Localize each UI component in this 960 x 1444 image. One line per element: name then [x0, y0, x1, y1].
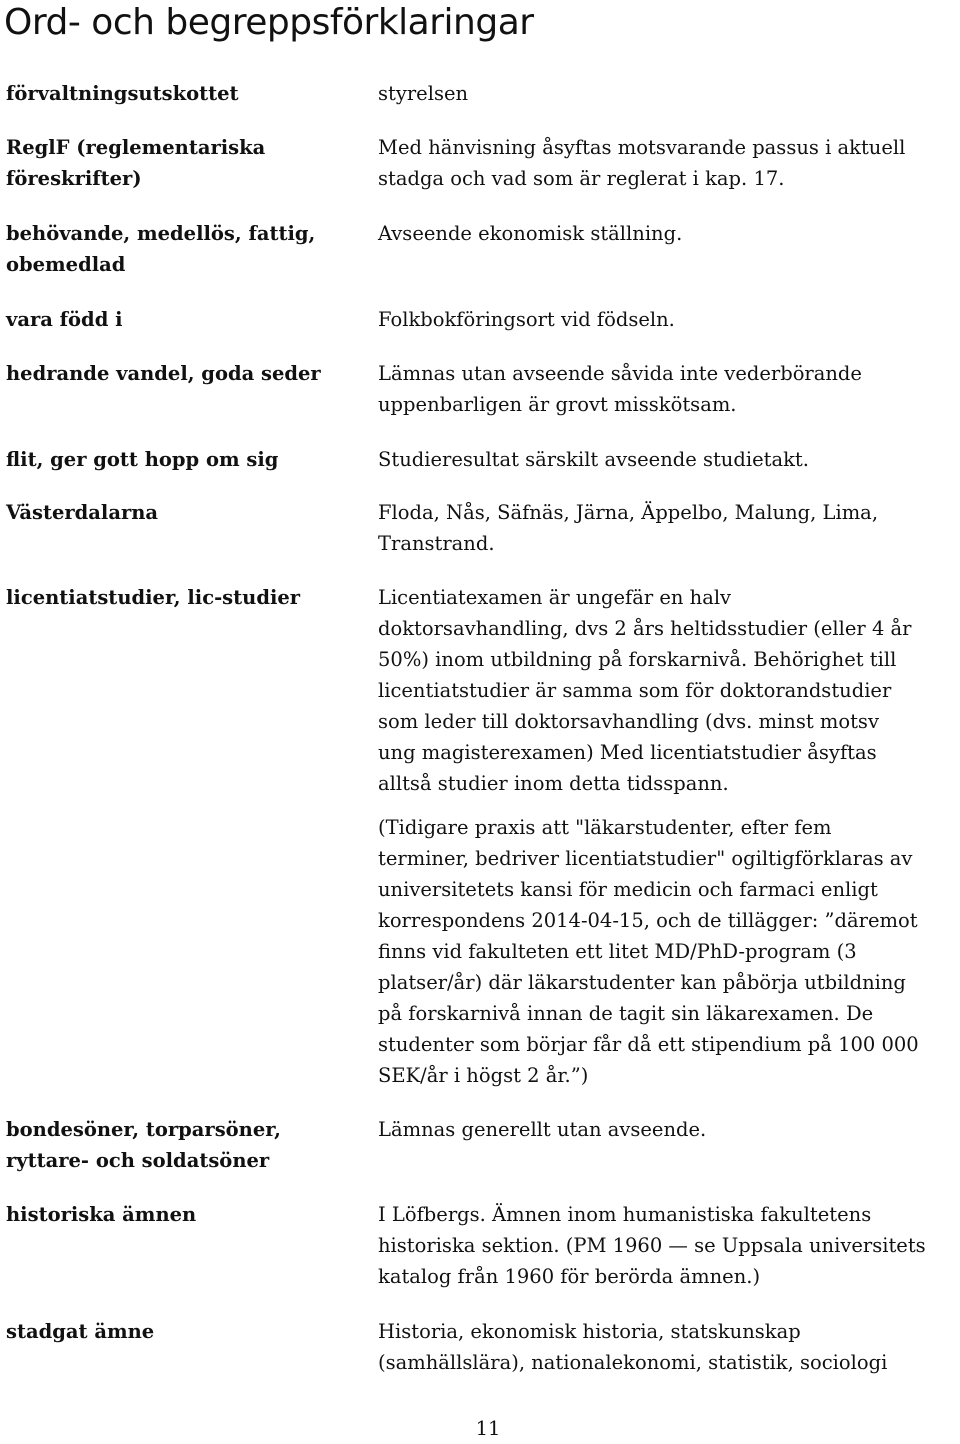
definition-line: uppenbarligen är grovt misskötsam. — [378, 393, 737, 416]
term-line: licentiatstudier, lic-studier — [6, 586, 301, 609]
term-line: behövande, medellös, fattig, — [6, 222, 316, 245]
term-line: ryttare- och soldatsöner — [6, 1149, 270, 1172]
term-line: ReglF (reglementariska — [6, 136, 266, 159]
glossary-term — [6, 1316, 356, 1347]
glossary-definition — [378, 78, 956, 109]
glossary-definition — [378, 1316, 956, 1378]
definition-line: ung magisterexamen) Med licentiatstudier åsyftas — [378, 741, 877, 764]
glossary-definition — [378, 218, 956, 249]
glossary-definition — [378, 444, 956, 475]
definition-line: 50%) inom utbildning på forskarnivå. Behörighet till — [378, 648, 897, 671]
definition-line: på forskarnivå innan de tagit sin läkarexamen. De — [378, 1002, 874, 1025]
glossary-term — [6, 1114, 356, 1176]
definition-line: Med hänvisning åsyftas motsvarande passus i aktuell — [378, 136, 906, 159]
term-line: Västerdalarna — [6, 501, 159, 524]
glossary-definition — [378, 358, 956, 420]
glossary-term — [6, 218, 356, 280]
definition-line: Historia, ekonomisk historia, statskunskap — [378, 1320, 801, 1343]
glossary-definition — [378, 132, 956, 194]
term-line: flit, ger gott hopp om sig — [6, 448, 279, 471]
definition-line: Folkbokföringsort vid födseln. — [378, 308, 675, 331]
definition-line: Studieresultat särskilt avseende studietakt. — [378, 448, 809, 471]
definition-line: Licentiatexamen är ungefär en halv — [378, 586, 732, 609]
page-title: Ord- och begreppsförklaringar — [4, 2, 534, 43]
definition-line: licentiatstudier är samma som för doktorandstudier — [378, 679, 892, 702]
definition-line: (samhällslära), nationalekonomi, statistik, sociologi — [378, 1351, 888, 1374]
glossary-definition — [378, 1199, 956, 1292]
definition-line: Floda, Nås, Säfnäs, Järna, Äppelbo, Malung, Lima, — [378, 501, 879, 524]
glossary-term — [6, 358, 356, 389]
definition-line: historiska sektion. (PM 1960 — se Uppsala universitets — [378, 1234, 926, 1257]
glossary-definition — [378, 497, 956, 559]
glossary-term — [6, 497, 356, 528]
definition-line: finns vid fakulteten ett litet MD/PhD-program (3 — [378, 940, 857, 963]
definition-line: terminer, bedriver licentiatstudier" ogiltigförklaras av — [378, 847, 913, 870]
definition-line: katalog från 1960 för berörda ämnen.) — [378, 1265, 761, 1288]
definition-line: universitetets kansi för medicin och farmaci enligt — [378, 878, 878, 901]
page-number: 11 — [475, 1417, 501, 1440]
definition-line: stadga och vad som är reglerat i kap. 17. — [378, 167, 785, 190]
definition-line: styrelsen — [378, 82, 469, 105]
definition-line: doktorsavhandling, dvs 2 års heltidsstudier (eller 4 år — [378, 617, 912, 640]
definition-line: korrespondens 2014-04-15, och de tillägger: ”däremot — [378, 909, 918, 932]
glossary-definition — [378, 1114, 956, 1145]
term-line: obemedlad — [6, 253, 126, 276]
glossary-term — [6, 444, 356, 475]
definition-line: (Tidigare praxis att "läkarstudenter, efter fem — [378, 816, 832, 839]
definition-line: Lämnas utan avseende såvida inte vederbörande — [378, 362, 862, 385]
glossary-definition — [378, 812, 956, 1091]
glossary-term — [6, 304, 356, 335]
term-line: bondesöner, torparsöner, — [6, 1118, 281, 1141]
term-line: vara född i — [6, 308, 123, 331]
glossary-term — [6, 582, 356, 613]
glossary-term — [6, 78, 356, 109]
definition-line: Avseende ekonomisk ställning. — [378, 222, 683, 245]
definition-line: Transtrand. — [378, 532, 495, 555]
definition-line: platser/år) där läkarstudenter kan påbörja utbildning — [378, 971, 906, 994]
definition-line: som leder till doktorsavhandling (dvs. minst motsv — [378, 710, 879, 733]
term-line: förvaltningsutskottet — [6, 82, 239, 105]
glossary-definition — [378, 582, 956, 799]
glossary-term — [6, 132, 356, 194]
term-line: föreskrifter) — [6, 167, 142, 190]
term-line: hedrande vandel, goda seder — [6, 362, 321, 385]
glossary-definition — [378, 304, 956, 335]
definition-line: SEK/år i högst 2 år.”) — [378, 1064, 589, 1087]
glossary-term — [6, 1199, 356, 1230]
term-line: stadgat ämne — [6, 1320, 155, 1343]
definition-line: I Löfbergs. Ämnen inom humanistiska fakultetens — [378, 1203, 872, 1226]
definition-line: studenter som börjar får då ett stipendium på 100 000 — [378, 1033, 919, 1056]
term-line: historiska ämnen — [6, 1203, 197, 1226]
definition-line: Lämnas generellt utan avseende. — [378, 1118, 707, 1141]
definition-line: alltså studier inom detta tidsspann. — [378, 772, 729, 795]
